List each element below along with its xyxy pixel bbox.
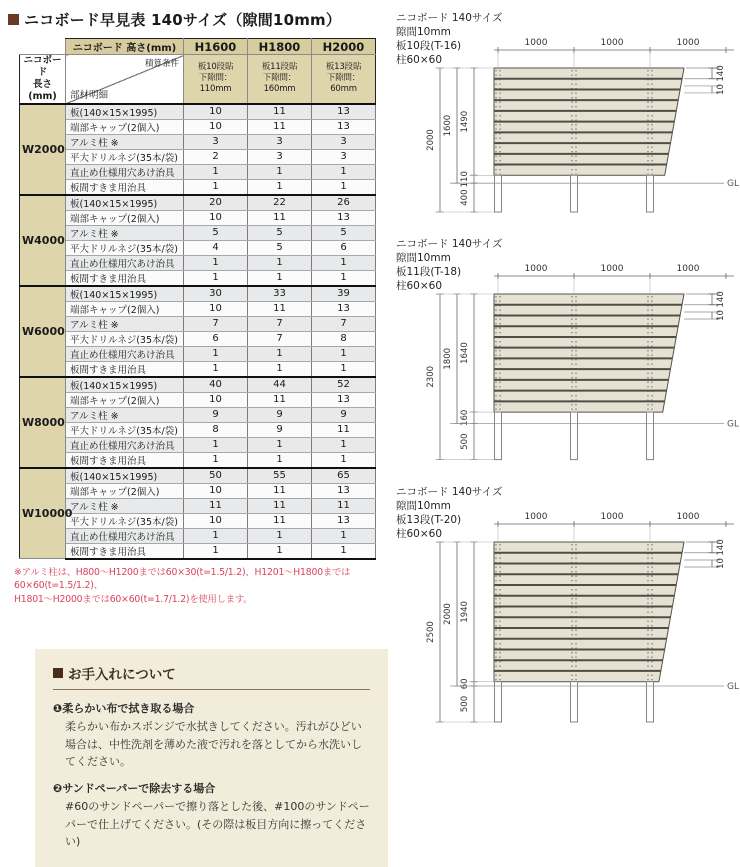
quantity-cell: 10 — [184, 301, 248, 316]
fence-post — [647, 175, 654, 212]
quantity-cell: 1 — [184, 164, 248, 179]
quantity-cell: 11 — [312, 422, 376, 437]
quantity-cell: 1 — [184, 437, 248, 452]
part-name-cell: アルミ柱 ※ — [66, 316, 184, 331]
fence-panel — [494, 294, 684, 412]
care-item-2 — [53, 780, 370, 850]
fence-diagram-block — [394, 8, 740, 228]
quantity-cell: 1 — [312, 452, 376, 468]
table-row — [20, 392, 376, 407]
length-header-line2: 長さ(mm) — [28, 78, 57, 102]
table-row — [20, 437, 376, 452]
quantity-cell: 1 — [248, 361, 312, 377]
part-name-cell: 板間すきま用治具 — [66, 270, 184, 286]
quantity-cell: 1 — [184, 270, 248, 286]
quantity-cell: 1 — [312, 346, 376, 361]
diagram-title-line: 隙間10mm — [396, 26, 451, 38]
height-header-cell: ニコボード 高さ(mm) — [66, 39, 184, 55]
length-header-line1: ニコボード — [23, 55, 62, 78]
table-row — [20, 164, 376, 179]
above-ground-dim-label: 1800 — [443, 347, 453, 370]
subheader-line1: 板10段貼 — [197, 61, 234, 72]
quantity-cell: 7 — [248, 316, 312, 331]
diagram-title-line: ニコボード 140サイズ — [396, 238, 503, 250]
quantity-cell: 11 — [248, 210, 312, 225]
quantity-cell: 2 — [184, 149, 248, 164]
diagram-title-line: ニコボード 140サイズ — [396, 12, 503, 24]
table-row — [20, 377, 376, 393]
diagrams-column — [392, 0, 740, 740]
quantity-cell: 11 — [248, 513, 312, 528]
total-height-dim-label: 2000 — [426, 129, 436, 151]
quantity-cell: 8 — [184, 422, 248, 437]
quantity-cell: 5 — [248, 225, 312, 240]
quantity-cell: 13 — [312, 301, 376, 316]
span-dim-label: 1000 — [524, 512, 548, 522]
fence-diagram — [394, 8, 740, 224]
quantity-cell: 7 — [312, 316, 376, 331]
table-row — [20, 513, 376, 528]
part-name-cell: アルミ柱 ※ — [66, 498, 184, 513]
part-name-cell: アルミ柱 ※ — [66, 407, 184, 422]
part-name-cell: アルミ柱 ※ — [66, 225, 184, 240]
above-ground-dim-label: 1600 — [443, 114, 453, 137]
span-dim-label: 1000 — [676, 38, 700, 48]
diagram-title-line: 板13段(T-20) — [396, 514, 462, 526]
quantity-cell: 1 — [248, 346, 312, 361]
quantity-cell: 3 — [248, 134, 312, 149]
fence-post — [495, 175, 502, 212]
footnote-line2: H1801～H2000までは60×60(t=1.7/1.2)を使用します。 — [14, 594, 253, 606]
care-instructions-box — [35, 649, 388, 866]
table-row — [20, 483, 376, 498]
part-name-cell: 平大ドリルネジ(35本/袋) — [66, 240, 184, 255]
quantity-cell: 10 — [184, 104, 248, 120]
row-group-label: W6000 — [20, 286, 66, 377]
quantity-cell: 4 — [184, 240, 248, 255]
quantity-cell: 1 — [312, 179, 376, 195]
care-item-1 — [53, 700, 370, 770]
part-name-cell: 板(140×15×1995) — [66, 286, 184, 302]
buried-depth-dim-label: 500 — [460, 695, 470, 713]
diagonal-bottom-label: 部材明細 — [70, 89, 109, 101]
part-name-cell: 平大ドリルネジ(35本/袋) — [66, 422, 184, 437]
gl-label: GL — [727, 419, 739, 430]
above-ground-dim-label: 2000 — [443, 603, 453, 625]
table-row — [20, 422, 376, 437]
quantity-cell: 10 — [184, 119, 248, 134]
part-name-cell: 端部キャップ(2個入) — [66, 210, 184, 225]
care-item-title: ❷サンドペーパーで除去する場合 — [53, 782, 216, 796]
table-row — [20, 255, 376, 270]
quantity-cell: 1 — [312, 270, 376, 286]
quantity-cell: 6 — [312, 240, 376, 255]
care-item-title: ❶柔らかい布で拭き取る場合 — [53, 702, 195, 716]
quantity-cell: 1 — [248, 255, 312, 270]
table-row — [20, 468, 376, 484]
table-row — [20, 346, 376, 361]
table-row — [20, 331, 376, 346]
quantity-cell: 9 — [312, 407, 376, 422]
diagram-title-line: 板10段(T-16) — [396, 40, 462, 52]
header-row-heights — [20, 39, 376, 55]
quantity-cell: 1 — [248, 270, 312, 286]
quantity-cell: 1 — [312, 528, 376, 543]
quantity-cell: 1 — [312, 437, 376, 452]
diagram-title-line: 板11段(T-18) — [396, 266, 462, 278]
part-name-cell: 直止め仕様用穴あけ治具 — [66, 164, 184, 179]
quantity-cell: 8 — [312, 331, 376, 346]
part-name-cell: アルミ柱 ※ — [66, 134, 184, 149]
quantity-cell: 9 — [248, 422, 312, 437]
part-name-cell: 平大ドリルネジ(35本/袋) — [66, 513, 184, 528]
part-name-cell: 直止め仕様用穴あけ治具 — [66, 255, 184, 270]
table-row — [20, 498, 376, 513]
quantity-cell: 11 — [248, 119, 312, 134]
quantity-cell: 55 — [248, 468, 312, 484]
gl-label: GL — [727, 682, 739, 692]
quantity-cell: 30 — [184, 286, 248, 302]
quantity-cell: 13 — [312, 392, 376, 407]
span-dim-label: 1000 — [600, 512, 624, 522]
span-dim-label: 1000 — [524, 264, 548, 274]
fence-post — [647, 682, 654, 722]
quantity-cell: 13 — [312, 119, 376, 134]
quantity-cell: 11 — [248, 483, 312, 498]
table-row — [20, 104, 376, 120]
quantity-cell: 1 — [184, 452, 248, 468]
quantity-cell: 13 — [312, 483, 376, 498]
quantity-cell: 3 — [248, 149, 312, 164]
footnote — [14, 566, 392, 608]
quantity-cell: 1 — [184, 543, 248, 559]
subheader-line2: 下隙間：60mm — [326, 73, 361, 95]
quantity-cell: 1 — [184, 179, 248, 195]
gap-dim-label: 10 — [716, 558, 726, 569]
quantity-cell: 6 — [184, 331, 248, 346]
diagram-title-line: 柱60×60 — [396, 528, 443, 540]
quantity-cell: 10 — [184, 513, 248, 528]
quantity-cell: 5 — [248, 240, 312, 255]
quantity-cell: 9 — [184, 407, 248, 422]
care-heading — [53, 663, 370, 690]
corner-blank-cell — [20, 39, 66, 55]
quantity-cell: 1 — [312, 361, 376, 377]
diagonal-header-cell — [66, 55, 184, 104]
part-name-cell: 平大ドリルネジ(35本/袋) — [66, 331, 184, 346]
total-height-dim-label: 2500 — [426, 621, 436, 643]
quantity-cell: 1 — [184, 346, 248, 361]
span-dim-label: 1000 — [600, 264, 624, 274]
length-header-cell — [20, 55, 66, 104]
quantity-cell: 11 — [248, 498, 312, 513]
row-group-label: W4000 — [20, 195, 66, 286]
part-name-cell: 板間すきま用治具 — [66, 452, 184, 468]
care-heading-text: お手入れについて — [68, 667, 176, 684]
buried-depth-dim-label: 500 — [460, 433, 470, 450]
quantity-cell: 44 — [248, 377, 312, 393]
fence-diagram-block — [394, 234, 740, 476]
quantity-cell: 5 — [312, 225, 376, 240]
diagram-title-line: 柱60×60 — [396, 280, 443, 292]
fence-diagram-block — [394, 482, 740, 738]
board-width-dim-label: 140 — [716, 65, 726, 82]
part-name-cell: 板(140×15×1995) — [66, 468, 184, 484]
total-height-dim-label: 2300 — [426, 365, 436, 388]
quantity-cell: 40 — [184, 377, 248, 393]
subheader-h1600 — [184, 55, 248, 104]
column-header-h1600: H1600 — [184, 39, 248, 55]
quantity-cell: 11 — [312, 498, 376, 513]
subheader-line1: 板13段貼 — [325, 61, 362, 72]
quantity-cell: 5 — [184, 225, 248, 240]
part-name-cell: 端部キャップ(2個入) — [66, 119, 184, 134]
quantity-cell: 7 — [184, 316, 248, 331]
fence-diagram — [394, 234, 740, 472]
quantity-cell: 1 — [248, 452, 312, 468]
subheader-line2: 下隙間：160mm — [262, 73, 297, 95]
quantity-cell: 39 — [312, 286, 376, 302]
care-item-body: 柔らかい布かスポンジで水拭きしてください。汚れがひどい場合は、中性洗剤を薄めた液で汚れを落としてから水洗いしてください。 — [65, 720, 362, 769]
table-row — [20, 210, 376, 225]
quantity-cell: 3 — [184, 134, 248, 149]
part-name-cell: 直止め仕様用穴あけ治具 — [66, 437, 184, 452]
footnote-line1: ※アルミ柱は、H800～H1200までは60×30(t=1.5/1.2)、H1201～H1800までは60×60(t=1.5/1.2)、 — [14, 566, 351, 592]
table-row — [20, 286, 376, 302]
part-name-cell: 直止め仕様用穴あけ治具 — [66, 346, 184, 361]
panel-height-dim-label: 1490 — [460, 110, 470, 133]
quantity-cell: 1 — [312, 255, 376, 270]
diagram-title-line: ニコボード 140サイズ — [396, 486, 503, 498]
quantity-cell: 11 — [248, 104, 312, 120]
part-name-cell: 板(140×15×1995) — [66, 377, 184, 393]
part-name-cell: 板間すきま用治具 — [66, 543, 184, 559]
subheader-h1800 — [248, 55, 312, 104]
quantity-cell: 1 — [184, 361, 248, 377]
part-name-cell: 板(140×15×1995) — [66, 195, 184, 211]
fence-post — [495, 412, 502, 460]
quantity-cell: 1 — [248, 179, 312, 195]
title-square-icon — [8, 14, 19, 25]
page-title-text: ニコボード早見表 140サイズ（隙間10mm） — [24, 11, 342, 29]
fence-diagram — [394, 482, 740, 734]
span-dim-label: 1000 — [676, 264, 700, 274]
quantity-cell: 33 — [248, 286, 312, 302]
quantity-cell: 20 — [184, 195, 248, 211]
table-row — [20, 543, 376, 559]
quantity-cell: 11 — [184, 498, 248, 513]
quantity-cell: 1 — [312, 543, 376, 559]
fence-post — [571, 175, 578, 212]
part-name-cell: 板間すきま用治具 — [66, 179, 184, 195]
care-item-body: #60のサンドペーパーで擦り落とした後、#100のサンドペーパーで仕上げてください。(その際は板目方向に擦ってください) — [65, 800, 370, 849]
row-group-label: W2000 — [20, 104, 66, 195]
table-row — [20, 452, 376, 468]
gap-dim-label: 10 — [716, 84, 726, 95]
parts-quick-reference-table — [19, 38, 376, 560]
gl-label: GL — [727, 179, 739, 190]
quantity-cell: 1 — [248, 543, 312, 559]
part-name-cell: 平大ドリルネジ(35本/袋) — [66, 149, 184, 164]
table-row — [20, 301, 376, 316]
page-title — [8, 9, 392, 30]
diagonal-top-label: 積算条件 — [144, 59, 179, 69]
table-row — [20, 134, 376, 149]
quantity-cell: 26 — [312, 195, 376, 211]
quantity-cell: 3 — [312, 134, 376, 149]
panel-height-dim-label: 1640 — [460, 342, 470, 364]
table-row — [20, 361, 376, 377]
table-row — [20, 407, 376, 422]
table-row — [20, 270, 376, 286]
quantity-cell: 65 — [312, 468, 376, 484]
span-dim-label: 1000 — [676, 512, 700, 522]
quantity-cell: 9 — [248, 407, 312, 422]
gap-dim-label: 10 — [716, 310, 726, 321]
quantity-cell: 50 — [184, 468, 248, 484]
fence-post — [647, 412, 654, 460]
board-width-dim-label: 140 — [716, 539, 726, 556]
quantity-cell: 1 — [248, 437, 312, 452]
table-row — [20, 179, 376, 195]
buried-depth-dim-label: 400 — [460, 189, 470, 206]
quantity-cell: 11 — [248, 301, 312, 316]
quantity-cell: 13 — [312, 104, 376, 120]
board-width-dim-label: 140 — [716, 291, 726, 308]
diagram-title-line: 隙間10mm — [396, 252, 451, 264]
table-row — [20, 225, 376, 240]
quantity-cell: 1 — [184, 528, 248, 543]
quantity-cell: 1 — [248, 164, 312, 179]
table-row — [20, 119, 376, 134]
table-row — [20, 195, 376, 211]
quantity-cell: 10 — [184, 392, 248, 407]
part-name-cell: 端部キャップ(2個入) — [66, 301, 184, 316]
quantity-cell: 11 — [248, 392, 312, 407]
quantity-cell: 1 — [184, 255, 248, 270]
column-header-h2000: H2000 — [312, 39, 376, 55]
header-row-subheads — [20, 55, 376, 104]
part-name-cell: 端部キャップ(2個入) — [66, 392, 184, 407]
quantity-cell: 3 — [312, 149, 376, 164]
table-row — [20, 240, 376, 255]
diagram-title-line: 隙間10mm — [396, 500, 451, 512]
subheader-h2000 — [312, 55, 376, 104]
column-header-h1800: H1800 — [248, 39, 312, 55]
fence-post — [571, 412, 578, 460]
quantity-cell: 22 — [248, 195, 312, 211]
table-row — [20, 316, 376, 331]
bottom-gap-dim-label: 160 — [460, 409, 470, 426]
bottom-gap-dim-label: 110 — [460, 171, 470, 188]
diagram-title-line: 柱60×60 — [396, 54, 443, 66]
subheader-line1: 板11段貼 — [261, 61, 298, 72]
row-group-label: W10000 — [20, 468, 66, 559]
fence-post — [571, 682, 578, 722]
quantity-cell: 1 — [248, 528, 312, 543]
quantity-cell: 13 — [312, 210, 376, 225]
care-square-icon — [53, 668, 63, 678]
row-group-label: W8000 — [20, 377, 66, 468]
table-row — [20, 149, 376, 164]
span-dim-label: 1000 — [524, 38, 548, 48]
table-row — [20, 528, 376, 543]
span-dim-label: 1000 — [600, 38, 624, 48]
quantity-cell: 1 — [312, 164, 376, 179]
part-name-cell: 端部キャップ(2個入) — [66, 483, 184, 498]
quantity-cell: 10 — [184, 483, 248, 498]
subheader-line2: 下隙間：110mm — [198, 73, 233, 95]
part-name-cell: 板(140×15×1995) — [66, 104, 184, 120]
quantity-cell: 7 — [248, 331, 312, 346]
fence-post — [495, 682, 502, 722]
quantity-cell: 52 — [312, 377, 376, 393]
quantity-cell: 10 — [184, 210, 248, 225]
bottom-gap-dim-label: 60 — [460, 678, 470, 690]
part-name-cell: 直止め仕様用穴あけ治具 — [66, 528, 184, 543]
part-name-cell: 板間すきま用治具 — [66, 361, 184, 377]
panel-height-dim-label: 1940 — [460, 601, 470, 623]
quantity-cell: 13 — [312, 513, 376, 528]
